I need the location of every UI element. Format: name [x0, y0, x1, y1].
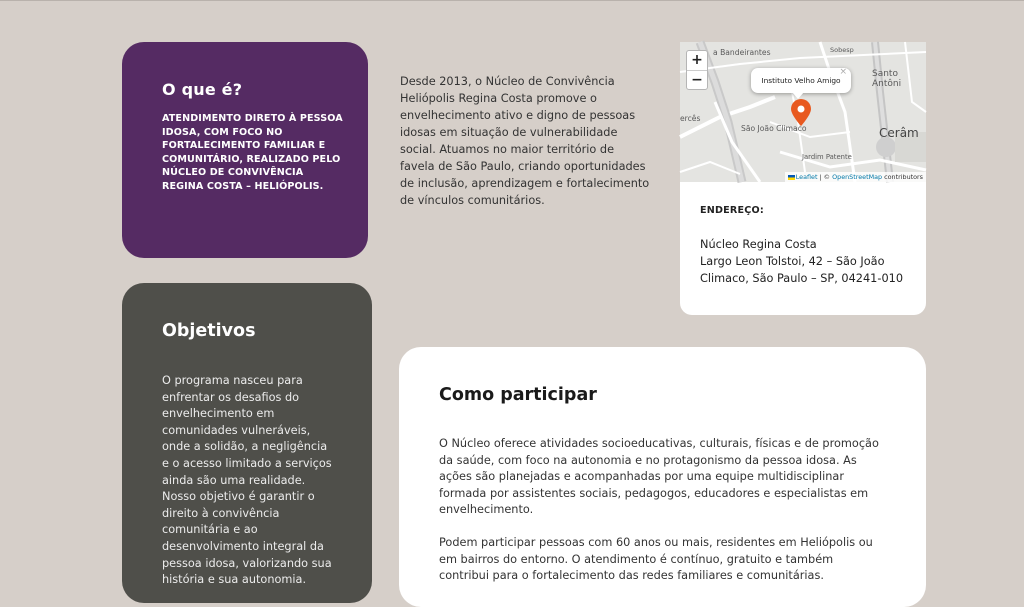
map-label: Sobesp — [830, 46, 854, 54]
osm-link[interactable]: OpenStreetMap — [832, 173, 883, 181]
participate-paragraph: O Núcleo oferece atividades socioeducativas, culturais, físicas e de promoção da saúde, com foco na autonomia e no protagonismo da pessoa idosa. As ações são planejadas e acompanhadas por uma equipe multidisciplinar formada por assistentes sociais, pedagogos, educadores e especialistas em envelhecimento. — [439, 437, 879, 517]
map-label: ercês — [680, 114, 701, 123]
address-block — [680, 182, 926, 287]
close-icon[interactable]: × — [839, 67, 847, 77]
address-line: Núcleo Regina Costa — [700, 238, 817, 251]
map-label: a Bandeirantes — [713, 48, 771, 57]
about-title: O que é? — [162, 80, 243, 99]
zoom-out-button[interactable]: − — [687, 70, 707, 89]
map-label: Jardim Patente — [802, 153, 852, 161]
address-card — [680, 42, 926, 315]
intro-text: Desde 2013, o Núcleo de Convivência Heliópolis Regina Costa promove o envelhecimento ativo e digno de pessoas idosas em situação de vulnerabilidade social. Atuamos no maior território de favela de São Paulo, criando oportunidades de inclusão, aprendizagem e fortalecimento de vínculos comunitários. — [400, 75, 650, 207]
top-divider — [0, 0, 1024, 1]
objectives-card — [122, 283, 372, 603]
zoom-in-button[interactable]: + — [691, 52, 703, 68]
participate-paragraph: Podem participar pessoas com 60 anos ou mais, residentes em Heliópolis ou em bairros do entorno. O atendimento é contínuo, gratuito e também contribui para o fortalecimento das redes familiares e comunitárias. — [439, 535, 873, 583]
about-text: ATENDIMENTO DIRETO À PESSOA IDOSA, COM FOCO NO FORTALECIMENTO FAMILIAR E COMUNITÁRIO, REALIZADO PELO NÚCLEO DE CONVIVÊNCIA REGINA COSTA – HELIÓPOLIS. — [162, 113, 343, 192]
about-card — [122, 42, 368, 258]
participate-card — [399, 347, 926, 607]
map-label: São João Climaco — [741, 124, 807, 133]
map-attribution — [785, 172, 926, 182]
map-popup — [751, 68, 851, 93]
participate-title: Como participar — [439, 385, 597, 405]
objectives-title: Objetivos — [162, 321, 256, 341]
objectives-text: O programa nasceu para enfrentar os desafios do envelhecimento em comunidades vulneráveis, onde a solidão, a negligência e o acesso limitado a serviços ainda são uma realidade. Nosso objetivo é garantir o direito à convivência comunitária e ao desenvolvimento integral da pessoa idosa, valorizando sua história e sua autonomia. — [162, 374, 332, 587]
map-zoom-control — [686, 50, 708, 90]
address-line: Largo Leon Tolstoi, 42 – São João — [700, 255, 885, 268]
map-pin-icon[interactable] — [790, 99, 812, 127]
address-line: Climaco, São Paulo – SP, 04241-010 — [700, 272, 904, 285]
attribution-tail: contributors — [882, 173, 923, 181]
attribution-separator: | © — [817, 173, 833, 181]
map-label: Santo Antôni — [872, 69, 902, 89]
map-label: Cerâm — [879, 126, 919, 140]
map[interactable] — [680, 42, 926, 182]
ukraine-flag-icon — [788, 175, 795, 180]
address-heading: ENDEREÇO: — [700, 205, 764, 216]
popup-tip — [792, 92, 804, 99]
leaflet-link[interactable]: Leaflet — [795, 173, 818, 181]
popup-label: Instituto Velho Amigo — [761, 76, 841, 85]
